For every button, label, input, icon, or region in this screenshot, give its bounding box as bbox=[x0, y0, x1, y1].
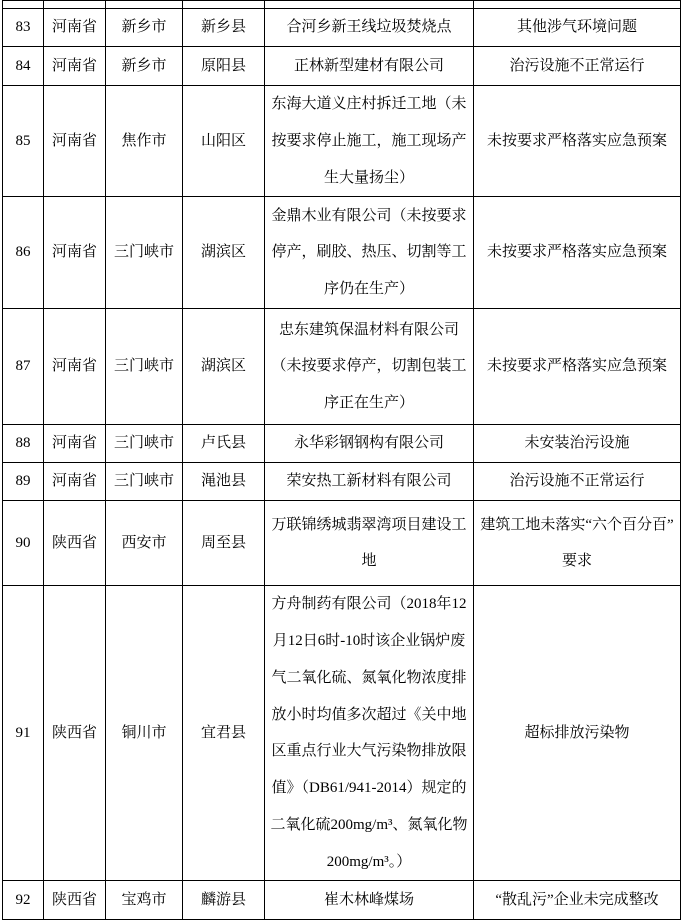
row-number-cell: 90 bbox=[3, 501, 44, 586]
partial-cell bbox=[474, 1, 681, 9]
problem-type-cell: 其他涉气环境问题 bbox=[474, 9, 681, 47]
site-description-cell: 荣安热工新材料有限公司 bbox=[265, 463, 474, 501]
partial-cell bbox=[3, 1, 44, 9]
table-row bbox=[3, 425, 681, 463]
province-cell: 河南省 bbox=[44, 309, 106, 425]
partial-cell bbox=[106, 1, 183, 9]
province-cell: 河南省 bbox=[44, 425, 106, 463]
problem-type-cell: 治污设施不正常运行 bbox=[474, 47, 681, 86]
site-description-cell: 方舟制药有限公司（2018年12月12日6时-10时该企业锅炉废气二氧化硫、氮氧化物浓度排放小时均值多次超过《关中地区重点行业大气污染物排放限值》（DB61/941-2014）规定的二氧化硫200mg/m³、氮氧化物200mg/m³。） bbox=[265, 586, 474, 881]
city-cell: 三门峡市 bbox=[106, 309, 183, 425]
problem-type-cell: “散乱污”企业未完成整改 bbox=[474, 881, 681, 920]
problem-type-cell: 未按要求严格落实应急预案 bbox=[474, 86, 681, 197]
province-cell: 陕西省 bbox=[44, 501, 106, 586]
province-cell: 河南省 bbox=[44, 86, 106, 197]
county-cell: 原阳县 bbox=[183, 47, 265, 86]
county-cell: 渑池县 bbox=[183, 463, 265, 501]
county-cell: 麟游县 bbox=[183, 881, 265, 920]
table-row bbox=[3, 197, 681, 309]
city-cell: 三门峡市 bbox=[106, 463, 183, 501]
province-cell: 陕西省 bbox=[44, 586, 106, 881]
violation-table bbox=[2, 0, 681, 920]
city-cell: 三门峡市 bbox=[106, 425, 183, 463]
row-number-cell: 86 bbox=[3, 197, 44, 309]
row-number-cell: 87 bbox=[3, 309, 44, 425]
city-cell: 三门峡市 bbox=[106, 197, 183, 309]
partial-top-row bbox=[3, 1, 681, 9]
row-number-cell: 83 bbox=[3, 9, 44, 47]
site-description-cell: 忠东建筑保温材料有限公司（未按要求停产，切割包装工序正在生产） bbox=[265, 309, 474, 425]
partial-cell bbox=[265, 1, 474, 9]
province-cell: 河南省 bbox=[44, 463, 106, 501]
partial-cell bbox=[183, 1, 265, 9]
city-cell: 西安市 bbox=[106, 501, 183, 586]
problem-type-cell: 建筑工地未落实“六个百分百”要求 bbox=[474, 501, 681, 586]
site-description-cell: 金鼎木业有限公司（未按要求停产，刷胶、热压、切割等工序仍在生产） bbox=[265, 197, 474, 309]
county-cell: 宜君县 bbox=[183, 586, 265, 881]
row-number-cell: 88 bbox=[3, 425, 44, 463]
row-number-cell: 91 bbox=[3, 586, 44, 881]
table-row bbox=[3, 309, 681, 425]
site-description-cell: 万联锦绣城翡翠湾项目建设工地 bbox=[265, 501, 474, 586]
county-cell: 湖滨区 bbox=[183, 309, 265, 425]
table-row bbox=[3, 86, 681, 197]
row-number-cell: 89 bbox=[3, 463, 44, 501]
problem-type-cell: 未安装治污设施 bbox=[474, 425, 681, 463]
province-cell: 陕西省 bbox=[44, 881, 106, 920]
province-cell: 河南省 bbox=[44, 197, 106, 309]
county-cell: 新乡县 bbox=[183, 9, 265, 47]
violation-table-body bbox=[3, 1, 681, 920]
city-cell: 宝鸡市 bbox=[106, 881, 183, 920]
table-row bbox=[3, 881, 681, 920]
county-cell: 周至县 bbox=[183, 501, 265, 586]
city-cell: 新乡市 bbox=[106, 47, 183, 86]
partial-cell bbox=[44, 1, 106, 9]
problem-type-cell: 治污设施不正常运行 bbox=[474, 463, 681, 501]
table-row bbox=[3, 47, 681, 86]
row-number-cell: 85 bbox=[3, 86, 44, 197]
problem-type-cell: 未按要求严格落实应急预案 bbox=[474, 309, 681, 425]
problem-type-cell: 超标排放污染物 bbox=[474, 586, 681, 881]
table-row bbox=[3, 9, 681, 47]
site-description-cell: 崔木林峰煤场 bbox=[265, 881, 474, 920]
county-cell: 卢氏县 bbox=[183, 425, 265, 463]
site-description-cell: 东海大道义庄村拆迁工地（未按要求停止施工，施工现场产生大量扬尘） bbox=[265, 86, 474, 197]
county-cell: 山阳区 bbox=[183, 86, 265, 197]
county-cell: 湖滨区 bbox=[183, 197, 265, 309]
table-row bbox=[3, 463, 681, 501]
province-cell: 河南省 bbox=[44, 9, 106, 47]
city-cell: 铜川市 bbox=[106, 586, 183, 881]
province-cell: 河南省 bbox=[44, 47, 106, 86]
row-number-cell: 84 bbox=[3, 47, 44, 86]
city-cell: 焦作市 bbox=[106, 86, 183, 197]
city-cell: 新乡市 bbox=[106, 9, 183, 47]
site-description-cell: 永华彩钢钢构有限公司 bbox=[265, 425, 474, 463]
table-row bbox=[3, 501, 681, 586]
problem-type-cell: 未按要求严格落实应急预案 bbox=[474, 197, 681, 309]
row-number-cell: 92 bbox=[3, 881, 44, 920]
site-description-cell: 正林新型建材有限公司 bbox=[265, 47, 474, 86]
site-description-cell: 合河乡新王线垃圾焚烧点 bbox=[265, 9, 474, 47]
table-row bbox=[3, 586, 681, 881]
